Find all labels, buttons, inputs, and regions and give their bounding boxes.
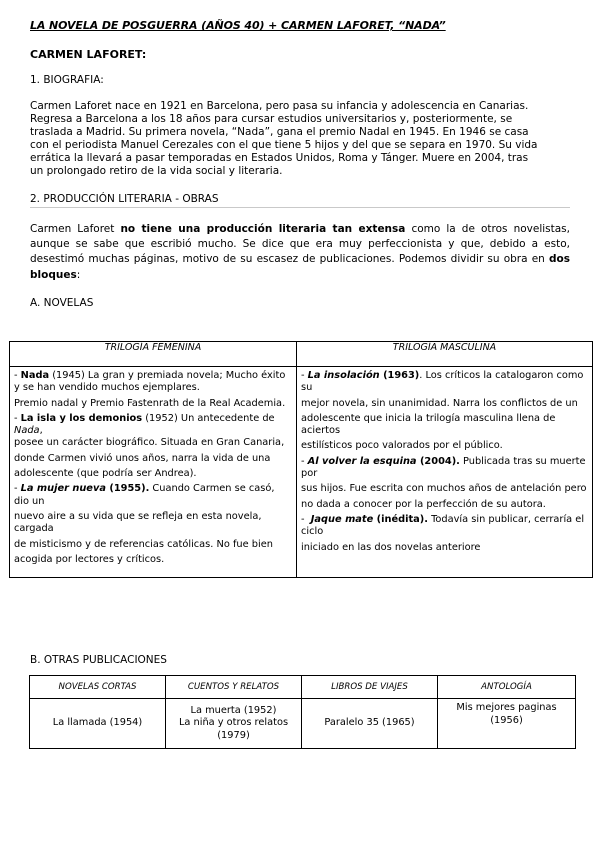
column-header-short-novels: NOVELAS CORTAS bbox=[30, 676, 166, 699]
biography-line: un prolongado retiro de la vida social y literaria. bbox=[30, 165, 283, 178]
column-header-travel-books: LIBROS DE VIAJES bbox=[302, 676, 438, 699]
novel-title: La insolación bbox=[307, 370, 380, 381]
story-item: La muerta (1952) bbox=[190, 704, 277, 716]
anthology-cell: Mis mejores paginas (1956) bbox=[438, 699, 576, 749]
male-trilogy-cell bbox=[297, 367, 593, 578]
novels-table bbox=[9, 341, 593, 578]
column-header-male-trilogy: TRILOGÍA MASCULINA bbox=[297, 342, 593, 367]
intro-text: : bbox=[76, 268, 81, 281]
novel-text-line: sus hijos. Fue escrita con muchos años de antelación pero bbox=[301, 483, 587, 495]
biography-heading: 1. BIOGRAFIA: bbox=[30, 74, 104, 86]
novel-text-line: estilísticos poco valorados por el público. bbox=[301, 440, 503, 452]
novel-text-line: mejor novela, sin unanimidad. Narra los conflictos de un bbox=[301, 397, 578, 409]
production-intro bbox=[30, 222, 570, 283]
novel-title: La mujer nueva bbox=[20, 483, 106, 495]
intro-emphasis: no tiene una producción literaria tan extensa bbox=[120, 223, 406, 235]
novel-title: Jaque mate bbox=[310, 513, 374, 525]
intro-emphasis: dos bloques bbox=[30, 253, 570, 281]
novel-text-line: no dada a conocer por la perfección de su autora. bbox=[301, 498, 546, 510]
novel-text-line: adolescente que inicia la trilogía masculina llena de aciertos bbox=[301, 412, 556, 437]
novel-text-line: donde Carmen vivió unos años, narra la vida de una bbox=[14, 452, 271, 464]
story-item: La niña y otros relatos (1979) bbox=[178, 717, 289, 741]
column-header-female-trilogy: TRILOGÍA FEMENINA bbox=[10, 342, 297, 367]
production-heading: 2. PRODUCCIÓN LITERARIA - OBRAS bbox=[30, 193, 219, 205]
female-trilogy-cell bbox=[10, 367, 297, 578]
biography-line: con el periodista Manuel Cerezales con el que tiene 5 hijos y del que se separa en 1970. Su vida bbox=[30, 139, 538, 152]
novel-title: Al volver la esquina bbox=[307, 455, 417, 467]
document-title: LA NOVELA DE POSGUERRA (AÑOS 40) + CARMEN LAFORET, “NADA” bbox=[30, 19, 446, 32]
novel-text-line: posee un carácter biográfico. Situada en Gran Canaria, bbox=[14, 437, 285, 449]
intro-text: como la de otros novelistas, aunque se sabe que escribió mucho. Se dice que era muy perfeccionista y que, debido a esto, desestimó muchas páginas, motivo de su escasez de publicaciones. Podemos dividir su obra en bbox=[30, 223, 570, 266]
author-heading: CARMEN LAFORET: bbox=[30, 48, 147, 61]
novel-entry: - La insolación (1963). Los críticos la catalogaron como su bbox=[301, 370, 584, 394]
novel-award: Premio nadal y Premio Fastenrath de la Real Academia. bbox=[14, 397, 286, 409]
novel-text-line: nuevo aire a su vida que se refleja en esta novela, cargada bbox=[14, 510, 262, 535]
novel-entry: - Jaque mate (inédita). Todavía sin publicar, cerraría el ciclo bbox=[301, 513, 585, 538]
stories-cell bbox=[166, 699, 302, 749]
travel-books-cell: Paralelo 35 (1965) bbox=[302, 699, 438, 749]
novel-entry: - La mujer nueva (1955). Cuando Carmen se casó, dio un bbox=[14, 483, 275, 507]
novel-entry: - Al volver la esquina (2004). Publicada tras su muerte por bbox=[301, 455, 586, 480]
other-publications-table bbox=[29, 675, 576, 749]
biography-line: Regresa a Barcelona a los 18 años para cursar estudios universitarios y, posteriormente, se bbox=[30, 113, 513, 126]
novel-text-line: de misticismo y de referencias católicas. No fue bien bbox=[14, 538, 273, 550]
column-header-stories: CUENTOS Y RELATOS bbox=[166, 676, 302, 699]
biography-line: errática la llevará a pasar temporadas en Estados Unidos, Roma y Tánger. Muere en 2004, tras bbox=[30, 152, 529, 165]
novels-heading: A. NOVELAS bbox=[30, 297, 94, 309]
novel-text-line: acogida por lectores y críticos. bbox=[14, 553, 165, 565]
novel-text-line: iniciado en las dos novelas anteriore bbox=[301, 541, 481, 553]
other-publications-heading: B. OTRAS PUBLICACIONES bbox=[30, 654, 167, 666]
short-novels-cell: La llamada (1954) bbox=[30, 699, 166, 749]
section-divider bbox=[30, 207, 570, 208]
novel-entry: - La isla y los demonios (1952) Un antecedente de Nada, bbox=[14, 412, 275, 437]
intro-text: Carmen Laforet bbox=[30, 223, 121, 235]
novel-entry: - Nada (1945) La gran y premiada novela; Mucho éxito y se han vendido muchos ejemplares. bbox=[14, 370, 286, 394]
novel-title: Nada bbox=[20, 370, 50, 381]
novel-text-line: adolescente (que podría ser Andrea). bbox=[14, 468, 197, 480]
biography-paragraph bbox=[30, 100, 570, 179]
biography-line: traslada a Madrid. Su primera novela, “Nada”, gana el premio Nadal en 1945. En 1946 se casa bbox=[30, 126, 529, 139]
column-header-anthology: ANTOLOGÍA bbox=[438, 676, 576, 699]
biography-line: Carmen Laforet nace en 1921 en Barcelona, pero pasa su infancia y adolescencia en Canarias. bbox=[30, 100, 529, 112]
novel-title: La isla y los demonios bbox=[20, 412, 143, 424]
